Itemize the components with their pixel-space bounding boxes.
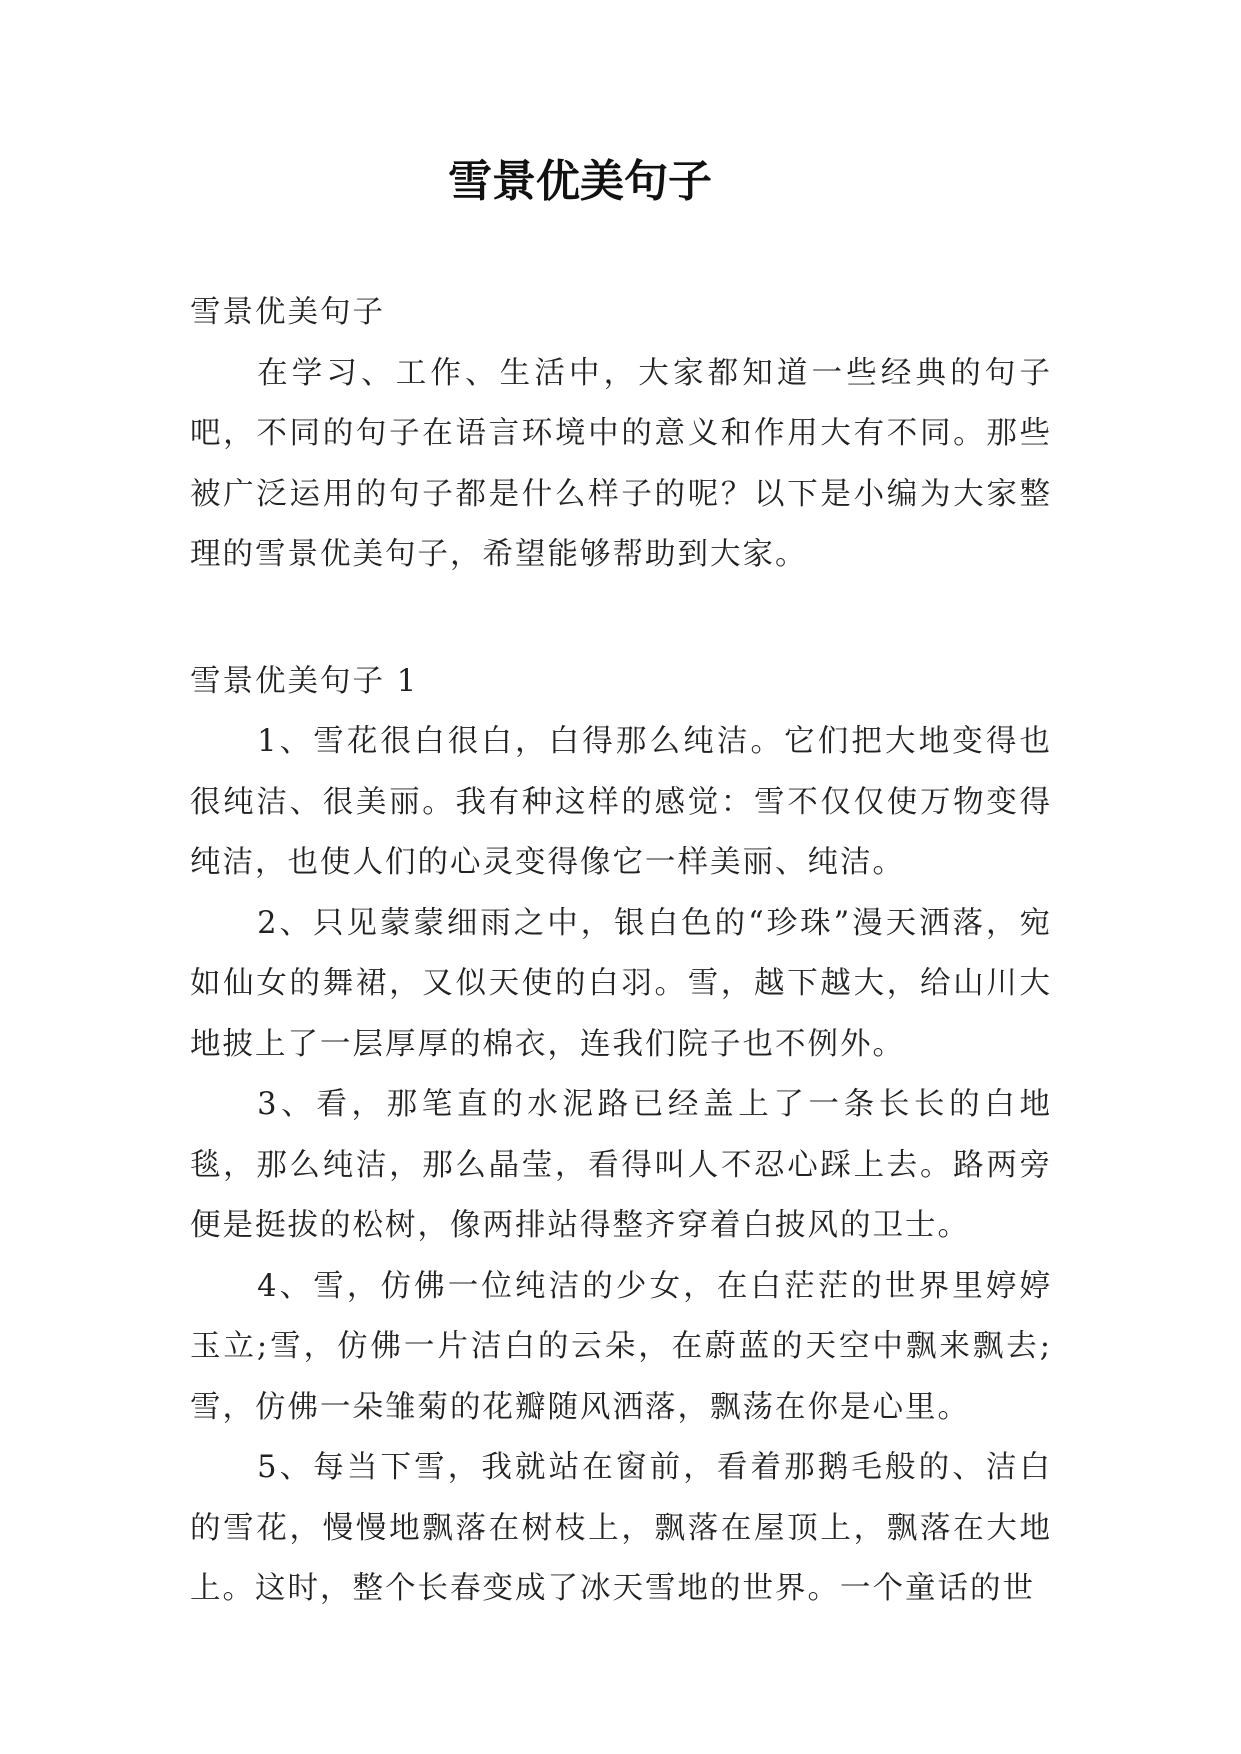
section-heading: 雪景优美句子 <box>190 295 385 330</box>
list-item: 5、每当下雪，我就站在窗前，看着那鹅毛般的、洁白的雪花，慢慢地飘落在树枝上，飘落在屋顶上，飘落在大地上。这时，整个长春变成了冰天雪地的世界。一个童话的世 <box>190 1450 1052 1606</box>
list-item: 3、看，那笔直的水泥路已经盖上了一条长长的白地毯，那么纯洁，那么晶莹，看得叫人不忍心踩上去。路两旁便是挺拔的松树，像两排站得整齐穿着白披风的卫士。 <box>190 1087 1052 1243</box>
document-title: 雪景优美句子 <box>448 156 712 207</box>
list-item: 2、只见蒙蒙细雨之中，银白色的“珍珠”漫天洒落，宛如仙女的舞裙，又似天使的白羽。雪，越下越大，给山川大地披上了一层厚厚的棉衣，连我们院子也不例外。 <box>190 905 1052 1062</box>
document-body <box>190 283 1052 1620</box>
subheading: 雪景优美句子 1 <box>190 663 419 699</box>
paragraph-spacer <box>190 586 1052 652</box>
intro-paragraph: 在学习、工作、生活中，大家都知道一些经典的句子吧，不同的句子在语言环境中的意义和作用大有不同。那些被广泛运用的句子都是什么样子的呢？以下是小编为大家整理的雪景优美句子，希望能够帮助到大家。 <box>190 355 1052 572</box>
list-item: 1、雪花很白很白，白得那么纯洁。它们把大地变得也很纯洁、很美丽。我有种这样的感觉：雪不仅仅使万物变得纯洁，也使人们的心灵变得像它一样美丽、纯洁。 <box>190 724 1052 880</box>
list-item: 4、雪，仿佛一位纯洁的少女，在白茫茫的世界里婷婷玉立;雪，仿佛一片洁白的云朵，在蔚蓝的天空中飘来飘去;雪，仿佛一朵雏菊的花瓣随风洒落，飘荡在你是心里。 <box>190 1268 1052 1425</box>
